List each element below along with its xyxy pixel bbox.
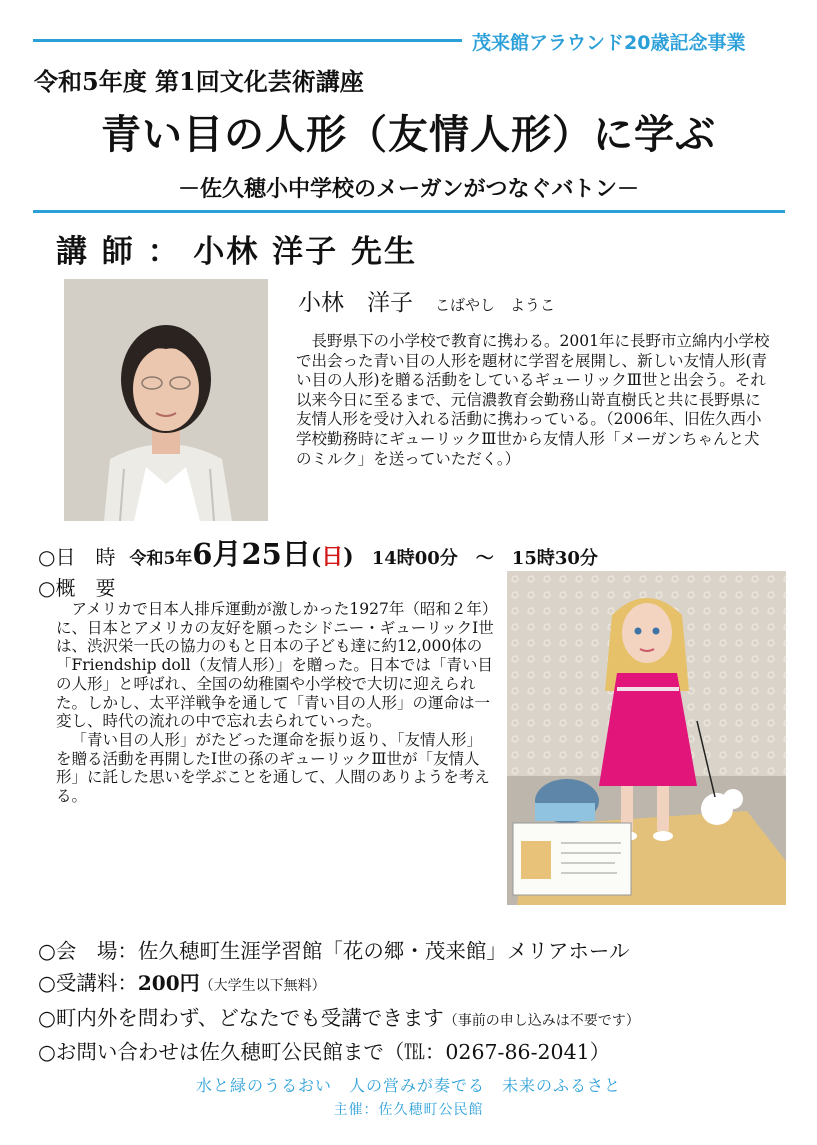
lecturer-reading: こばやし ようこ xyxy=(435,296,556,314)
fee-note: （大学生以下無料） xyxy=(199,978,326,994)
open-note: （事前の申し込みは不要です） xyxy=(443,1013,640,1029)
lecturer-name: 小林 洋子 xyxy=(298,290,413,316)
lecturer-heading: 講 師 ： 小林 洋子 先生 xyxy=(56,234,417,270)
fee-amount: 200円 xyxy=(137,971,200,995)
doll-photo xyxy=(507,571,786,905)
date-time: 14時00分 ～ 15時30分 xyxy=(371,548,598,569)
overview-label: ○概 要 xyxy=(38,576,116,600)
date-month-day: 6月25日 xyxy=(192,537,311,571)
overview-paragraph: 「青い目の人形」がたどった運命を振り返り、「友情人形」を贈る活動を再開したⅠ世の孫のギューリックⅢ世が「友情人形」に託した思いを学ぶことを通して、人間のありようを考える。 xyxy=(56,730,490,806)
event-tag: 茂来館アラウンド20歳記念事業 xyxy=(472,32,746,54)
venue-line: ○会 場：佐久穂町生涯学習館「花の郷・茂来館」メリアホール xyxy=(38,939,630,963)
overview-paragraph: アメリカで日本人排斥運動が激しかった1927年（昭和２年）に、日本とアメリカの友好を願ったシドニー・ギューリックⅠ世は、渋沢栄一氏の協力のもと日本の子ども達に約12,000体の「Friendship doll（友情人形）」を贈った。日本では「青い目の人形」と呼ばれ、全国の幼稚園や小学校で大切に迎えられた。しかし、太平洋戦争を通して「青い目の人形」の運命は一変し、時代の流れの中で忘れ去られていった。 xyxy=(56,600,494,731)
header-rule-bottom xyxy=(33,210,785,213)
page-title: 青い目の人形（友情人形）に学ぶ xyxy=(101,111,716,158)
open-line xyxy=(38,1001,640,1031)
footer-host: 主催：佐久穂町公民館 xyxy=(333,1102,484,1118)
weekday-char: 日 xyxy=(321,544,344,570)
date-label: ○日 時 xyxy=(38,545,116,569)
open-text: ○町内外を問わず、どなたでも受講できます xyxy=(38,1006,444,1030)
date-weekday: (日) xyxy=(310,544,354,570)
lecturer-bio: 長野県下の小学校で教育に携わる。2001年に長野市立綿内小学校で出会った青い目の人形を題材に学習を展開し、新しい友情人形(青い目の人形)を贈る活動をしているギューリックⅢ世と出会う。それ以来今日に至るまで、元信濃教育会勤務山嵜直樹氏と共に長野県に友情人形を受け入れる活動に携わっている。（2006年、旧佐久西小学校勤務時にギューリックⅢ世から友情人形「メーガンちゃんと犬のミルク」を送っていただく。） xyxy=(296,332,770,468)
fee-label: ○受講料： xyxy=(38,971,138,995)
contact-line: ○お問い合わせは佐久穂町公民館まで（℡：0267-86-2041） xyxy=(38,1040,611,1064)
header-rule-top xyxy=(33,39,462,42)
fee-line xyxy=(38,966,326,996)
page-subtitle: －佐久穂小中学校のメーガンがつなぐバトン－ xyxy=(177,176,640,202)
lecturer-portrait xyxy=(64,279,268,521)
lecturer-name-line xyxy=(298,284,555,317)
overview-body xyxy=(56,600,496,806)
date-era: 令和5年 xyxy=(129,549,193,569)
series-title: 令和5年度 第1回文化芸術講座 xyxy=(34,67,364,96)
footer-slogan: 水と緑のうるおい 人の営みが奏でる 未来のふるさと xyxy=(195,1076,621,1095)
date-row xyxy=(38,532,598,573)
